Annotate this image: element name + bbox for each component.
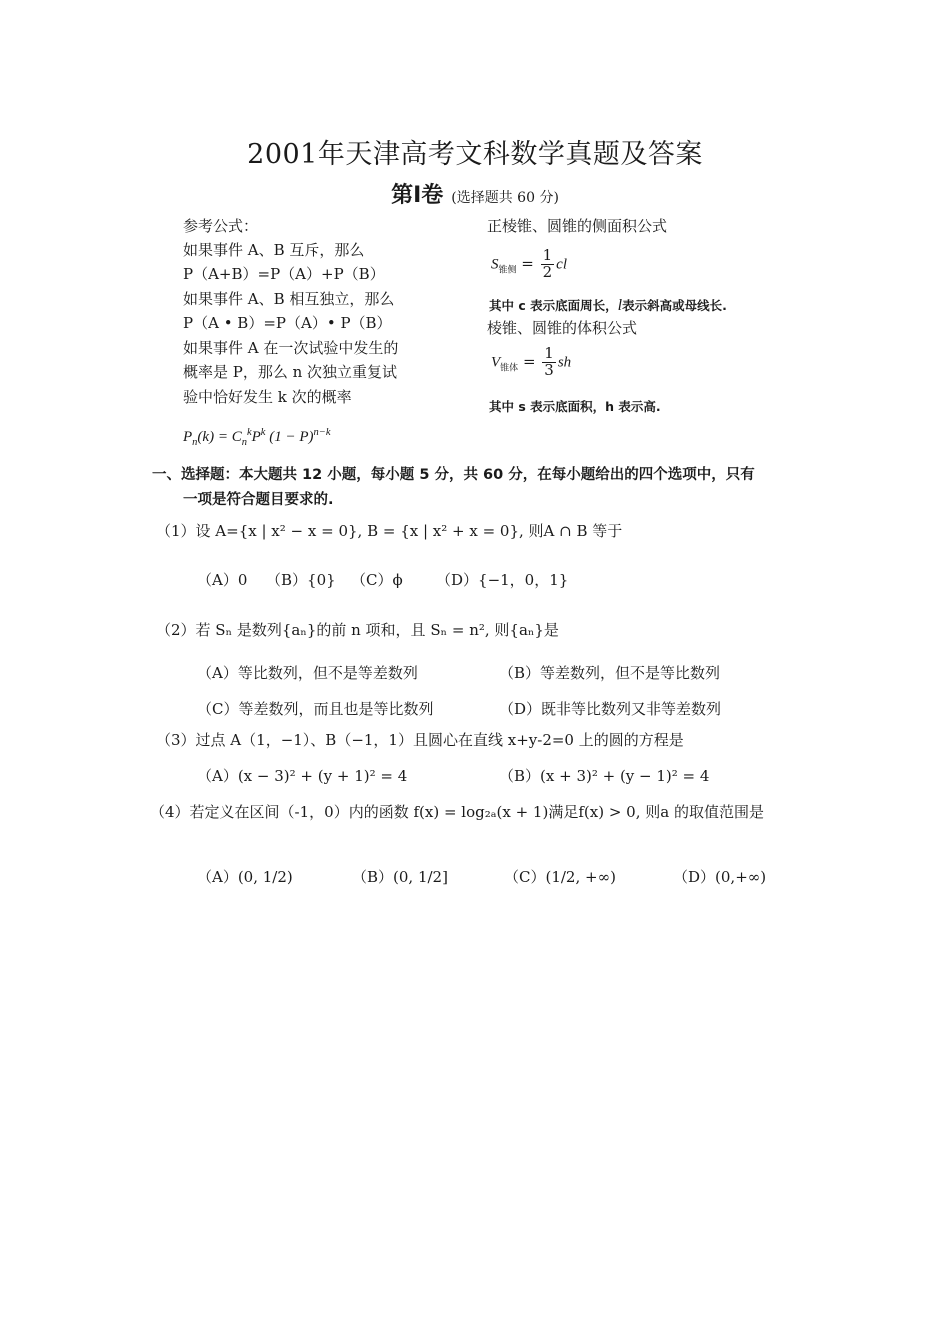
question-4-option-c: （C）(1/2, +∞) bbox=[504, 868, 616, 886]
question-2-option-a: （A）等比数列，但不是等差数列 bbox=[197, 664, 418, 682]
volume-note: 其中 s 表示底面积，h 表示高. bbox=[489, 399, 661, 414]
part-note: (选择题共 60 分) bbox=[451, 190, 559, 206]
formulas-heading: 参考公式： bbox=[183, 217, 259, 235]
lateral-area-heading: 正棱锥、圆锥的侧面积公式 bbox=[487, 217, 668, 235]
page-title: 2001年天津高考文科数学真题及答案 bbox=[247, 139, 703, 170]
formula-line-1: 如果事件 A、B 互斥，那么 bbox=[183, 241, 365, 259]
question-1-option-b: （B）{0} bbox=[266, 571, 336, 589]
question-1-option-d: （D）{−1，0，1} bbox=[436, 571, 569, 589]
question-3-option-a: （A）(x − 3)² + (y + 1)² = 4 bbox=[197, 767, 408, 785]
question-4-stem: （4）若定义在区间（-1，0）内的函数 f(x) = log₂ₐ(x + 1)满足f(x) > 0, 则a 的取值范围是 bbox=[150, 803, 764, 821]
question-3-option-b: （B）(x + 3)² + (y − 1)² = 4 bbox=[499, 767, 710, 785]
formula-line-5: 如果事件 A 在一次试验中发生的 bbox=[183, 339, 399, 357]
question-3-stem: （3）过点 A（1，−1）、B（−1，1）且圆心在直线 x+y-2=0 上的圆的方程是 bbox=[156, 731, 684, 749]
formula-line-2: P（A+B）=P（A）+P（B） bbox=[183, 265, 385, 283]
question-4-option-b: （B）(0, 1/2] bbox=[352, 868, 448, 886]
volume-formula: $V_{锥体}$ = $\frac{1}{3}$ sh bbox=[491, 344, 572, 379]
question-1-option-a: （A）0 bbox=[197, 571, 248, 589]
binomial-formula: $P_n(k) = C_n^kP^k$ $(1 - P)^{n-k}$ bbox=[183, 427, 331, 448]
part-title: 第Ⅰ卷 bbox=[391, 183, 444, 208]
formula-line-6: 概率是 P，那么 n 次独立重复试 bbox=[183, 363, 398, 381]
question-2-option-b: （B）等差数列，但不是等比数列 bbox=[499, 664, 721, 682]
question-2-option-d: （D）既非等比数列又非等差数列 bbox=[499, 700, 722, 718]
lateral-area-formula: $S_{锥侧}$ = $\frac{1}{2}$ cl bbox=[491, 246, 567, 281]
section-instruction-2: 一项是符合题目要求的. bbox=[183, 492, 334, 508]
formula-line-7: 验中恰好发生 k 次的概率 bbox=[183, 388, 352, 406]
part-heading bbox=[0, 178, 950, 209]
volume-heading: 棱锥、圆锥的体积公式 bbox=[487, 319, 638, 337]
formula-line-3: 如果事件 A、B 相互独立，那么 bbox=[183, 290, 395, 308]
question-2-option-c: （C）等差数列，而且也是等比数列 bbox=[197, 700, 434, 718]
question-2-stem: （2）若 Sₙ 是数列{aₙ}的前 n 项和，且 Sₙ = n², 则{aₙ}是 bbox=[156, 621, 559, 639]
formula-line-4: P（A • B）=P（A）• P（B） bbox=[183, 314, 392, 332]
lateral-area-note: 其中 c 表示底面周长，l表示斜高或母线长. bbox=[489, 297, 727, 314]
question-4-option-a: （A）(0, 1/2) bbox=[197, 868, 293, 886]
question-1-stem: （1）设 A={x | x² − x = 0}, B = {x | x² + x = 0}, 则A ∩ B 等于 bbox=[156, 522, 623, 540]
question-1-option-c: （C）ϕ bbox=[351, 571, 403, 589]
question-4-option-d: （D）(0,+∞) bbox=[673, 868, 767, 886]
section-instruction-1: 一、选择题：本大题共 12 小题，每小题 5 分，共 60 分，在每小题给出的四个选项中，只有 bbox=[152, 467, 755, 483]
